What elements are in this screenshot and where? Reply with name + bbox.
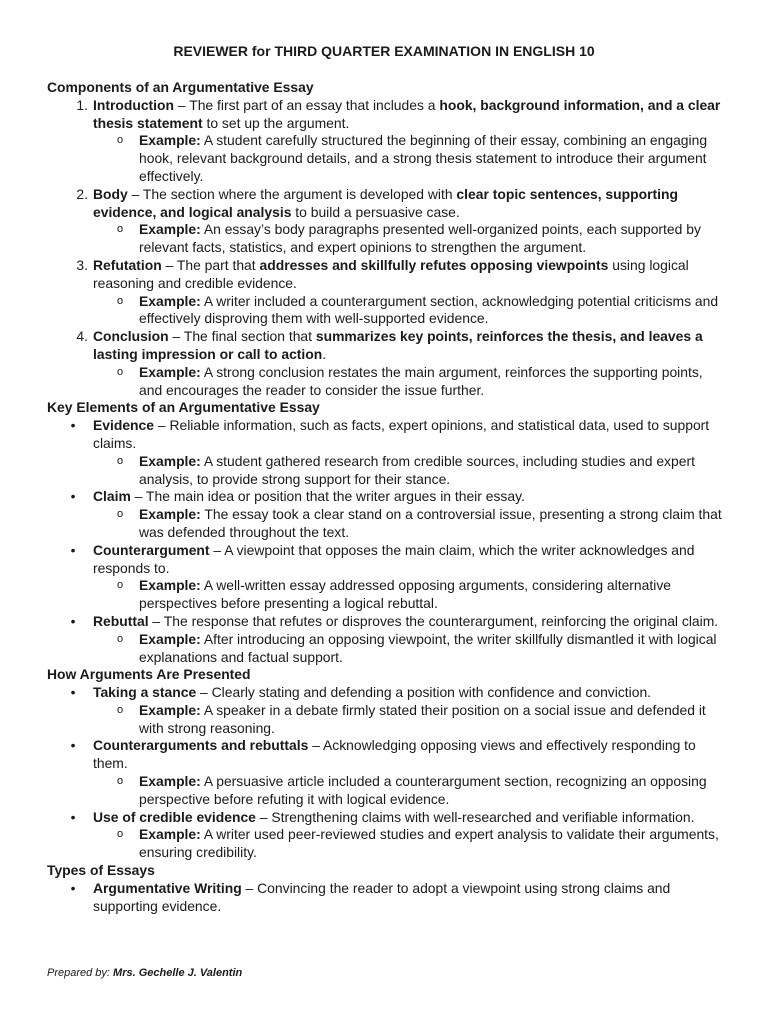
example-item [47,364,723,400]
text-segment: – The first part of an essay that includes a [174,96,440,113]
text-segment: – The response that refutes or disproves the counterargument, reinforcing the original claim. [148,612,719,629]
sub-bullet-marker: o [116,454,124,467]
bullet-item [47,809,723,827]
sub-bullet-marker: o [116,828,124,841]
bold-term: Conclusion [93,328,169,345]
example-label: Example: [139,132,201,149]
bullet-item [47,613,723,631]
sub-bullet-marker: o [116,508,124,521]
text-segment: – The final section that [168,328,316,345]
example-text: A well-written essay addressed opposing arguments, considering alternative perspectives before presenting a logical rebuttal. [139,577,671,612]
bullet-marker: • [70,879,76,896]
item-text [93,488,525,504]
text-segment: to build a persuasive case. [291,203,460,220]
text-segment: – A viewpoint that opposes the main claim, which the writer acknowledges and responds to. [93,541,695,576]
section-heading: How Arguments Are Presented [47,666,251,683]
item-text [93,684,651,700]
bullet-marker: • [70,612,76,629]
bullet-marker: • [70,541,76,558]
bold-term: Rebuttal [93,612,149,629]
item-text [93,880,670,914]
bold-term: Refutation [93,256,162,273]
example-label: Example: [139,826,201,843]
example-label: Example: [139,363,201,380]
sub-bullet-marker: o [116,579,124,592]
text-segment: – Strengthening claims with well-researched and verifiable information. [255,808,695,825]
example-text: A student carefully structured the beginning of their essay, combining an engaging hook, relevant background details, and a strong thesis statement to introduce their argument effectively. [139,132,708,184]
bullet-marker: • [70,684,76,701]
text-segment: – Convincing the reader to adopt a viewpoint using strong claims and supporting evidence. [93,879,671,914]
example-text: After introducing an opposing viewpoint, the writer skillfully dismantled it with logical explanations and factual support. [139,630,717,665]
example-item [47,506,723,542]
bullet-item [47,880,723,916]
text-segment: to set up the argument. [202,114,350,131]
bold-term: hook, background information, and a clear thesis statement [93,96,721,131]
text-segment: . [322,345,327,362]
bold-term: Taking a stance [93,684,197,701]
item-text [93,328,703,362]
bullet-item [47,488,723,506]
item-text [93,809,694,825]
example-label: Example: [139,701,201,718]
bold-term: clear topic sentences, supporting evidence, and logical analysis [93,185,678,220]
item-number: 1. [76,96,88,113]
numbered-item [47,186,723,222]
bullet-marker: • [70,417,76,434]
numbered-item [47,257,723,293]
example-text: A writer used peer-reviewed studies and expert analysis to validate their arguments, ensuring credibility. [139,826,719,861]
sub-bullet-marker: o [116,703,124,716]
bold-term: Body [93,185,128,202]
example-item [47,577,723,613]
item-text [93,613,718,629]
bold-term: Claim [93,488,131,505]
sub-bullet-marker: o [116,134,124,147]
example-text: The essay took a clear stand on a controversial issue, presenting a strong claim that was defended throughout the text. [139,506,722,540]
sub-bullet-marker: o [116,294,124,307]
bullet-item [47,737,723,773]
text-segment: – The part that [161,256,260,273]
bullet-item [47,417,723,453]
sub-bullet-marker: o [116,223,124,236]
bold-term: Use of credible evidence [93,808,256,825]
example-item [47,773,723,809]
bold-term: summarizes key points, reinforces the thesis, and leaves a lasting impression or call to action [93,328,703,362]
example-item [47,221,723,257]
example-item [47,631,723,667]
item-text [93,97,720,131]
item-text [93,542,694,576]
numbered-item [47,328,723,364]
text-segment: – Reliable information, such as facts, expert opinions, and statistical data, used to support claims. [93,417,710,451]
example-label: Example: [139,630,201,647]
sub-bullet-marker: o [116,365,124,378]
document-body [47,79,723,915]
example-label: Example: [139,506,201,523]
item-text [93,417,709,451]
bullet-marker: • [70,808,76,825]
section-heading: Key Elements of an Argumentative Essay [47,399,320,416]
example-label: Example: [139,577,201,594]
example-item [47,132,723,185]
example-label: Example: [139,221,201,238]
example-item [47,293,723,329]
bullet-marker: • [70,488,76,505]
bold-term: Counterargument [93,541,210,558]
example-text: A writer included a counterargument section, acknowledging potential criticisms and effectively disproving them with well-supported evidence. [139,292,719,327]
example-label: Example: [139,292,201,309]
example-text: A persuasive article included a counterargument section, recognizing an opposing perspective before refuting it with logical evidence. [139,773,707,807]
sub-bullet-marker: o [116,632,124,645]
bullet-item [47,542,723,578]
author-name: Mrs. Gechelle J. Valentin [113,967,243,979]
numbered-item [47,97,723,133]
section-heading: Types of Essays [47,862,155,879]
section-heading: Components of an Argumentative Essay [47,79,314,95]
sub-bullet-marker: o [116,775,124,788]
bold-term: addresses and skillfully refutes opposing viewpoints [259,256,609,273]
document-title: REVIEWER for THIRD QUARTER EXAMINATION IN ENGLISH 10 [173,43,595,59]
text-segment: – Clearly stating and defending a position with confidence and conviction. [196,684,652,701]
prepared-by-label: Prepared by: [47,967,110,979]
example-label: Example: [139,452,201,469]
item-number: 4. [76,328,88,345]
text-segment: – The section where the argument is developed with [127,185,457,202]
footer [47,965,242,983]
item-text [93,186,678,220]
bold-term: Introduction [93,96,175,113]
bullet-marker: • [70,737,76,754]
item-number: 3. [76,256,88,273]
bold-term: Argumentative Writing [93,879,242,896]
example-label: Example: [139,773,201,790]
text-segment: – The main idea or position that the writer argues in their essay. [130,488,525,505]
example-item [47,702,723,738]
example-item [47,453,723,489]
example-text: A strong conclusion restates the main argument, reinforces the supporting points, and encourages the reader to consider the issue further. [139,363,703,398]
bold-term: Counterarguments and rebuttals [93,737,309,754]
example-text: A student gathered research from credible sources, including studies and expert analysis, to provide strong support for their stance. [139,452,695,487]
item-number: 2. [76,185,88,202]
item-text [93,257,689,291]
example-item [47,826,723,862]
example-text: An essay’s body paragraphs presented well-organized points, each supported by relevant facts, statistics, and expert opinions to strengthen the argument. [139,221,701,256]
text-segment: using logical reasoning and credible evidence. [93,256,689,291]
bold-term: Evidence [93,417,154,434]
text-segment: – Acknowledging opposing views and effectively responding to them. [93,737,696,772]
bullet-item [47,684,723,702]
example-text: A speaker in a debate firmly stated their position on a social issue and defended it with strong reasoning. [139,701,706,736]
item-text [93,737,696,771]
